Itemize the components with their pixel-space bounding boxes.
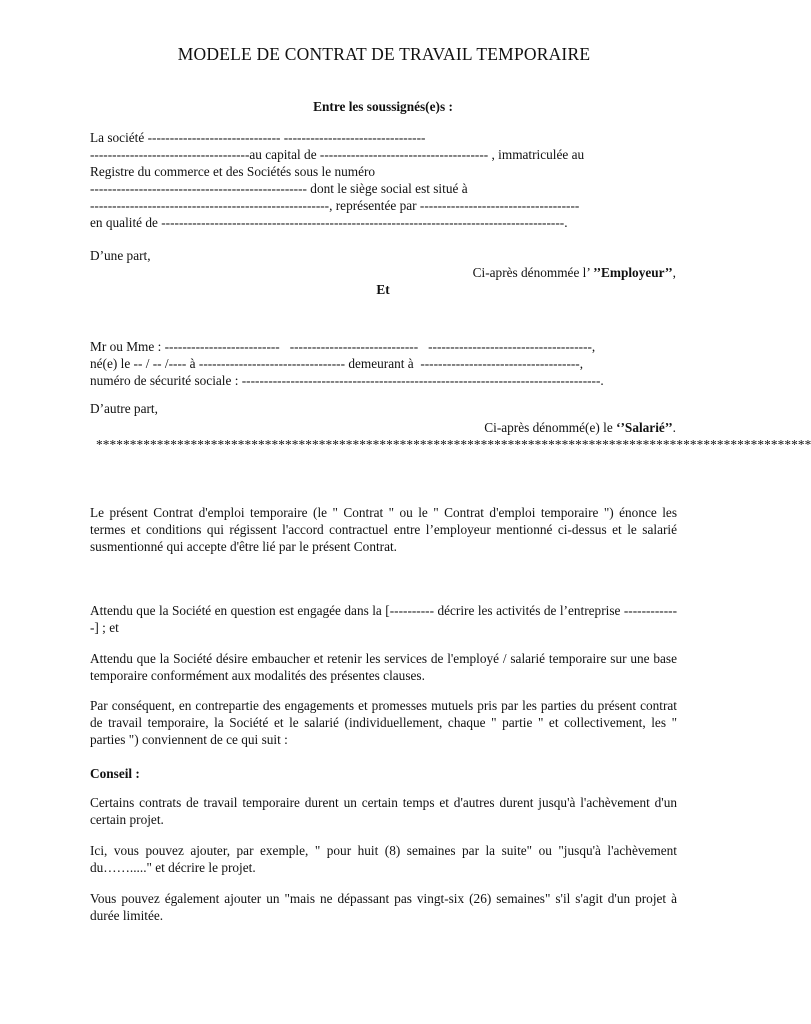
employer-line-4: ------------------------------------------------- dont le siège social est situé à — [90, 181, 468, 196]
and-label: Et — [376, 282, 390, 297]
employer-line-3: Registre du commerce et des Sociétés sous le numéro — [90, 164, 376, 179]
employer-line-6: en qualité de -------------------------------------------------------------------------------------------. — [90, 215, 568, 230]
star-separator: ********************************************************************************************************** — [96, 437, 811, 452]
conseil-paragraph-2: Ici, vous pouvez ajouter, par exemple, " pour huit (8) semaines par la suite" ou "jusqu'à l'achèvement du……....." et décrire le projet. — [90, 843, 677, 875]
employer-line-5: ------------------------------------------------------, représentée par ------------------------------------ — [90, 198, 580, 213]
employer-reference-suffix: , — [672, 265, 676, 280]
conseil-heading: Conseil : — [90, 766, 140, 781]
employer-line-1: La société ------------------------------ -------------------------------- — [90, 130, 426, 145]
employee-line-3: numéro de sécurité sociale : ---------------------------------------------------------------------------------. — [90, 373, 604, 388]
employer-reference — [90, 264, 676, 281]
employee-line-1: Mr ou Mme : -------------------------- ----------------------------- -------------------------------------, — [90, 339, 596, 354]
employer-reference-term: ’’Employeur’’ — [593, 265, 673, 280]
employee-reference-term: ‘’Salarié’’ — [616, 420, 673, 435]
first-party-label: D’une part, — [90, 248, 151, 263]
parties-heading: Entre les soussignés(e)s : — [313, 99, 453, 114]
employee-reference — [90, 419, 676, 436]
conseil-paragraph-3: Vous pouvez également ajouter un "mais ne dépassant pas vingt-six (26) semaines" s'il s'agit d'un projet à durée limitée. — [90, 891, 677, 923]
employee-reference-suffix: . — [672, 420, 676, 435]
employee-line-2: né(e) le -- / -- /---- à --------------------------------- demeurant à ------------------------------------, — [90, 356, 584, 371]
attendu-paragraph-1: Attendu que la Société en question est engagée dans la [---------- décrire les activités de l’entreprise -------------] ; et — [90, 603, 677, 635]
employer-reference-prefix: Ci-après dénommée l’ — [472, 265, 594, 280]
employee-reference-prefix: Ci-après dénommé(e) le — [484, 420, 617, 435]
conseil-paragraph-1: Certains contrats de travail temporaire durent un certain temps et d'autres durent jusqu'à l'achèvement d'un certain projet. — [90, 795, 677, 827]
employer-line-2: ------------------------------------au capital de -------------------------------------- , immatriculée au — [90, 147, 585, 162]
document-title: MODELE DE CONTRAT DE TRAVAIL TEMPORAIRE — [177, 44, 591, 64]
attendu-paragraph-2: Attendu que la Société désire embaucher et retenir les services de l'employé / salarié temporaire sur une base temporaire conformément aux modalités des présentes clauses. — [90, 651, 677, 683]
second-party-label: D’autre part, — [90, 401, 158, 416]
intro-paragraph: Le présent Contrat d'emploi temporaire (le " Contrat " ou le " Contrat d'emploi temporaire ") énonce les termes et conditions qui régissent l'accord contractuel entre l’employeur mentionné ci-dessus et le salarié susmentionné qui accepte d'être lié par le présent Contrat. — [90, 505, 677, 554]
consequent-paragraph: Par conséquent, en contrepartie des engagements et promesses mutuels pris par les parties du présent contrat de travail temporaire, la Société et le salarié (individuellement, chaque " partie " et collectivement, les " parties ") conviennent de ce qui suit : — [90, 698, 677, 747]
